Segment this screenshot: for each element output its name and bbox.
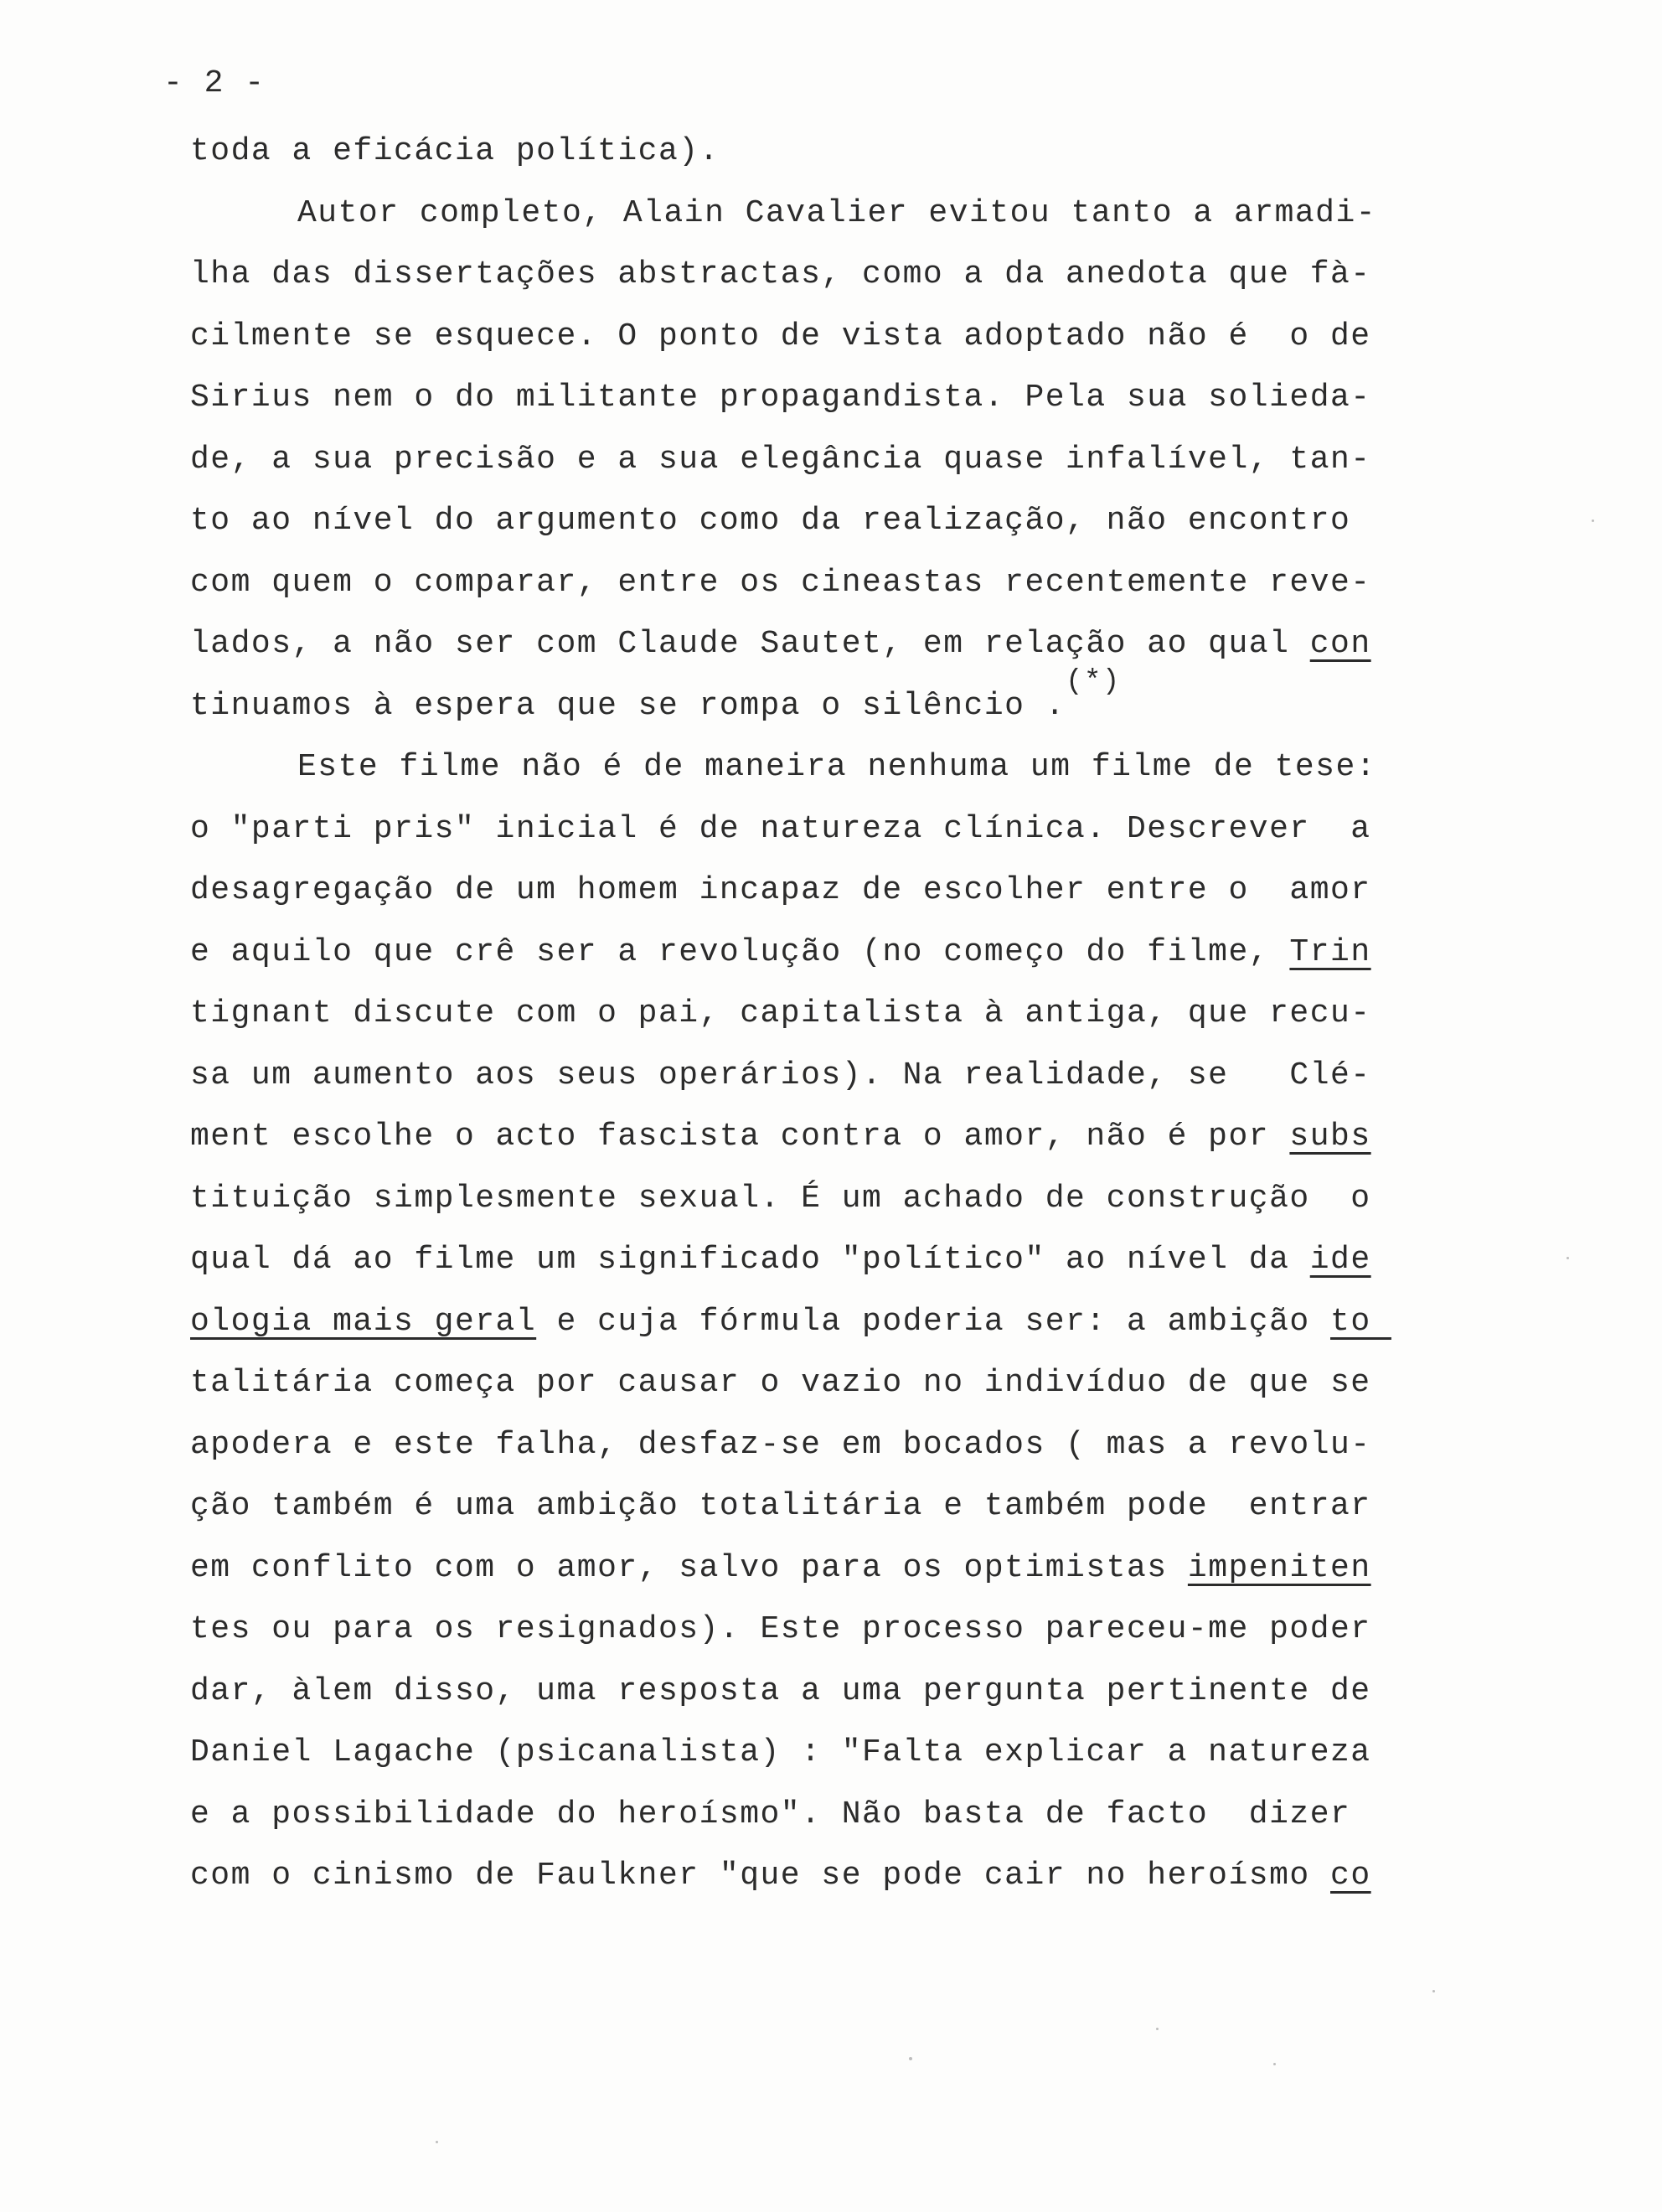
line-text: em conflito com o amor, salvo para os optimistas (190, 1549, 1188, 1586)
text-line (190, 1845, 1497, 1907)
text-line (190, 1661, 1497, 1723)
line-text: sa um aumento aos seus operários). Na realidade, se Clé- (190, 1057, 1371, 1093)
line-text: Daniel Lagache (psicanalista) : "Falta explicar a natureza (190, 1734, 1371, 1770)
line-text: qual dá ao filme um significado "político" ao nível da (190, 1242, 1310, 1278)
text-line (190, 1414, 1497, 1476)
text-line (190, 1476, 1497, 1538)
text-line (190, 1168, 1497, 1230)
scan-speck (1273, 2063, 1276, 2065)
text-line (190, 922, 1497, 984)
text-line (190, 121, 1497, 183)
text-line (190, 613, 1497, 675)
line-text: ment escolhe o acto fascista contra o amor, não é por (190, 1119, 1290, 1155)
text-line (190, 736, 1497, 798)
underlined-fragment: to (1330, 1303, 1391, 1340)
underlined-fragment: co (1330, 1858, 1371, 1894)
line-text: to ao nível do argumento como da realização, não encontro (190, 503, 1351, 539)
text-line (190, 1291, 1497, 1353)
line-text: tignant discute com o pai, capitalista à antiga, que recu- (190, 995, 1371, 1031)
line-text: apodera e este falha, desfaz-se em bocados ( mas a revolu- (190, 1426, 1371, 1463)
line-text: lha das dissertações abstractas, como a da anedota que fà- (190, 256, 1371, 292)
body-text (190, 121, 1497, 1907)
line-text: Este filme não é de maneira nenhuma um filme de tese: (297, 749, 1377, 785)
line-text: toda a eficácia política). (190, 133, 720, 169)
line-text: cilmente se esquece. O ponto de vista adoptado não é o de (190, 318, 1371, 354)
underlined-fragment: ide (1309, 1242, 1371, 1278)
underlined-fragment: impeniten (1187, 1549, 1371, 1586)
text-line (190, 665, 1497, 737)
line-text: lados, a não ser com Claude Sautet, em relação ao qual (190, 626, 1310, 662)
scan-speck (1156, 2028, 1159, 2030)
line-text: com o cinismo de Faulkner "que se pode cair no heroísmo (190, 1858, 1331, 1894)
text-line (190, 1045, 1497, 1107)
text-line (190, 1784, 1497, 1846)
underlined-fragment: con (1309, 626, 1371, 662)
scan-speck (1432, 1990, 1435, 1992)
text-line (190, 983, 1497, 1045)
text-line (190, 429, 1497, 491)
text-line (190, 1599, 1497, 1661)
text-line (190, 244, 1497, 306)
line-text: desagregação de um homem incapaz de escolher entre o amor (190, 872, 1371, 908)
line-text: e a possibilidade do heroísmo". Não basta de facto dizer (190, 1796, 1351, 1832)
line-text: tes ou para os resignados). Este processo pareceu-me poder (190, 1611, 1371, 1647)
text-line (190, 1229, 1497, 1291)
line-text: dar, àlem disso, uma resposta a uma pergunta pertinente de (190, 1672, 1371, 1709)
text-line (190, 367, 1497, 429)
line-text: com quem o comparar, entre os cineastas recentemente reve- (190, 564, 1371, 601)
footnote-marker: (*) (1066, 665, 1121, 698)
line-text: e aquilo que crê ser a revolução (no começo do filme, (190, 933, 1290, 970)
text-line (190, 183, 1497, 245)
text-line (190, 798, 1497, 861)
line-text: talitária começa por causar o vazio no indivíduo de que se (190, 1365, 1371, 1401)
underlined-fragment: ologia mais geral (190, 1303, 537, 1340)
line-text: o "parti pris" inicial é de natureza clínica. Descrever a (190, 810, 1371, 847)
text-line (190, 1352, 1497, 1414)
line-text: Sirius nem o do militante propagandista. Pela sua solieda- (190, 380, 1371, 416)
text-line (190, 306, 1497, 368)
line-text: tituição simplesmente sexual. É um achado de construção o (190, 1180, 1371, 1217)
page-number: - 2 - (163, 65, 266, 101)
line-text: de, a sua precisão e a sua elegância quase infalível, tan- (190, 441, 1371, 478)
text-line (190, 552, 1497, 614)
line-text: e cuja fórmula poderia ser: a ambição (536, 1303, 1331, 1340)
line-text: Autor completo, Alain Cavalier evitou tanto a armadi- (297, 194, 1377, 231)
scan-speck (1592, 519, 1594, 522)
line-text: tinuamos à espera que se rompa o silêncio . (190, 687, 1066, 724)
text-line (190, 1538, 1497, 1600)
underlined-fragment: subs (1289, 1119, 1371, 1155)
scan-speck (909, 2057, 912, 2060)
scan-speck (1567, 1257, 1569, 1259)
line-text: ção também é uma ambição totalitária e também pode entrar (190, 1488, 1371, 1524)
text-line (190, 1722, 1497, 1784)
text-line (190, 860, 1497, 922)
underlined-fragment: Trin (1289, 933, 1371, 970)
text-line (190, 490, 1497, 552)
text-line (190, 1106, 1497, 1168)
scan-speck (436, 2141, 438, 2143)
